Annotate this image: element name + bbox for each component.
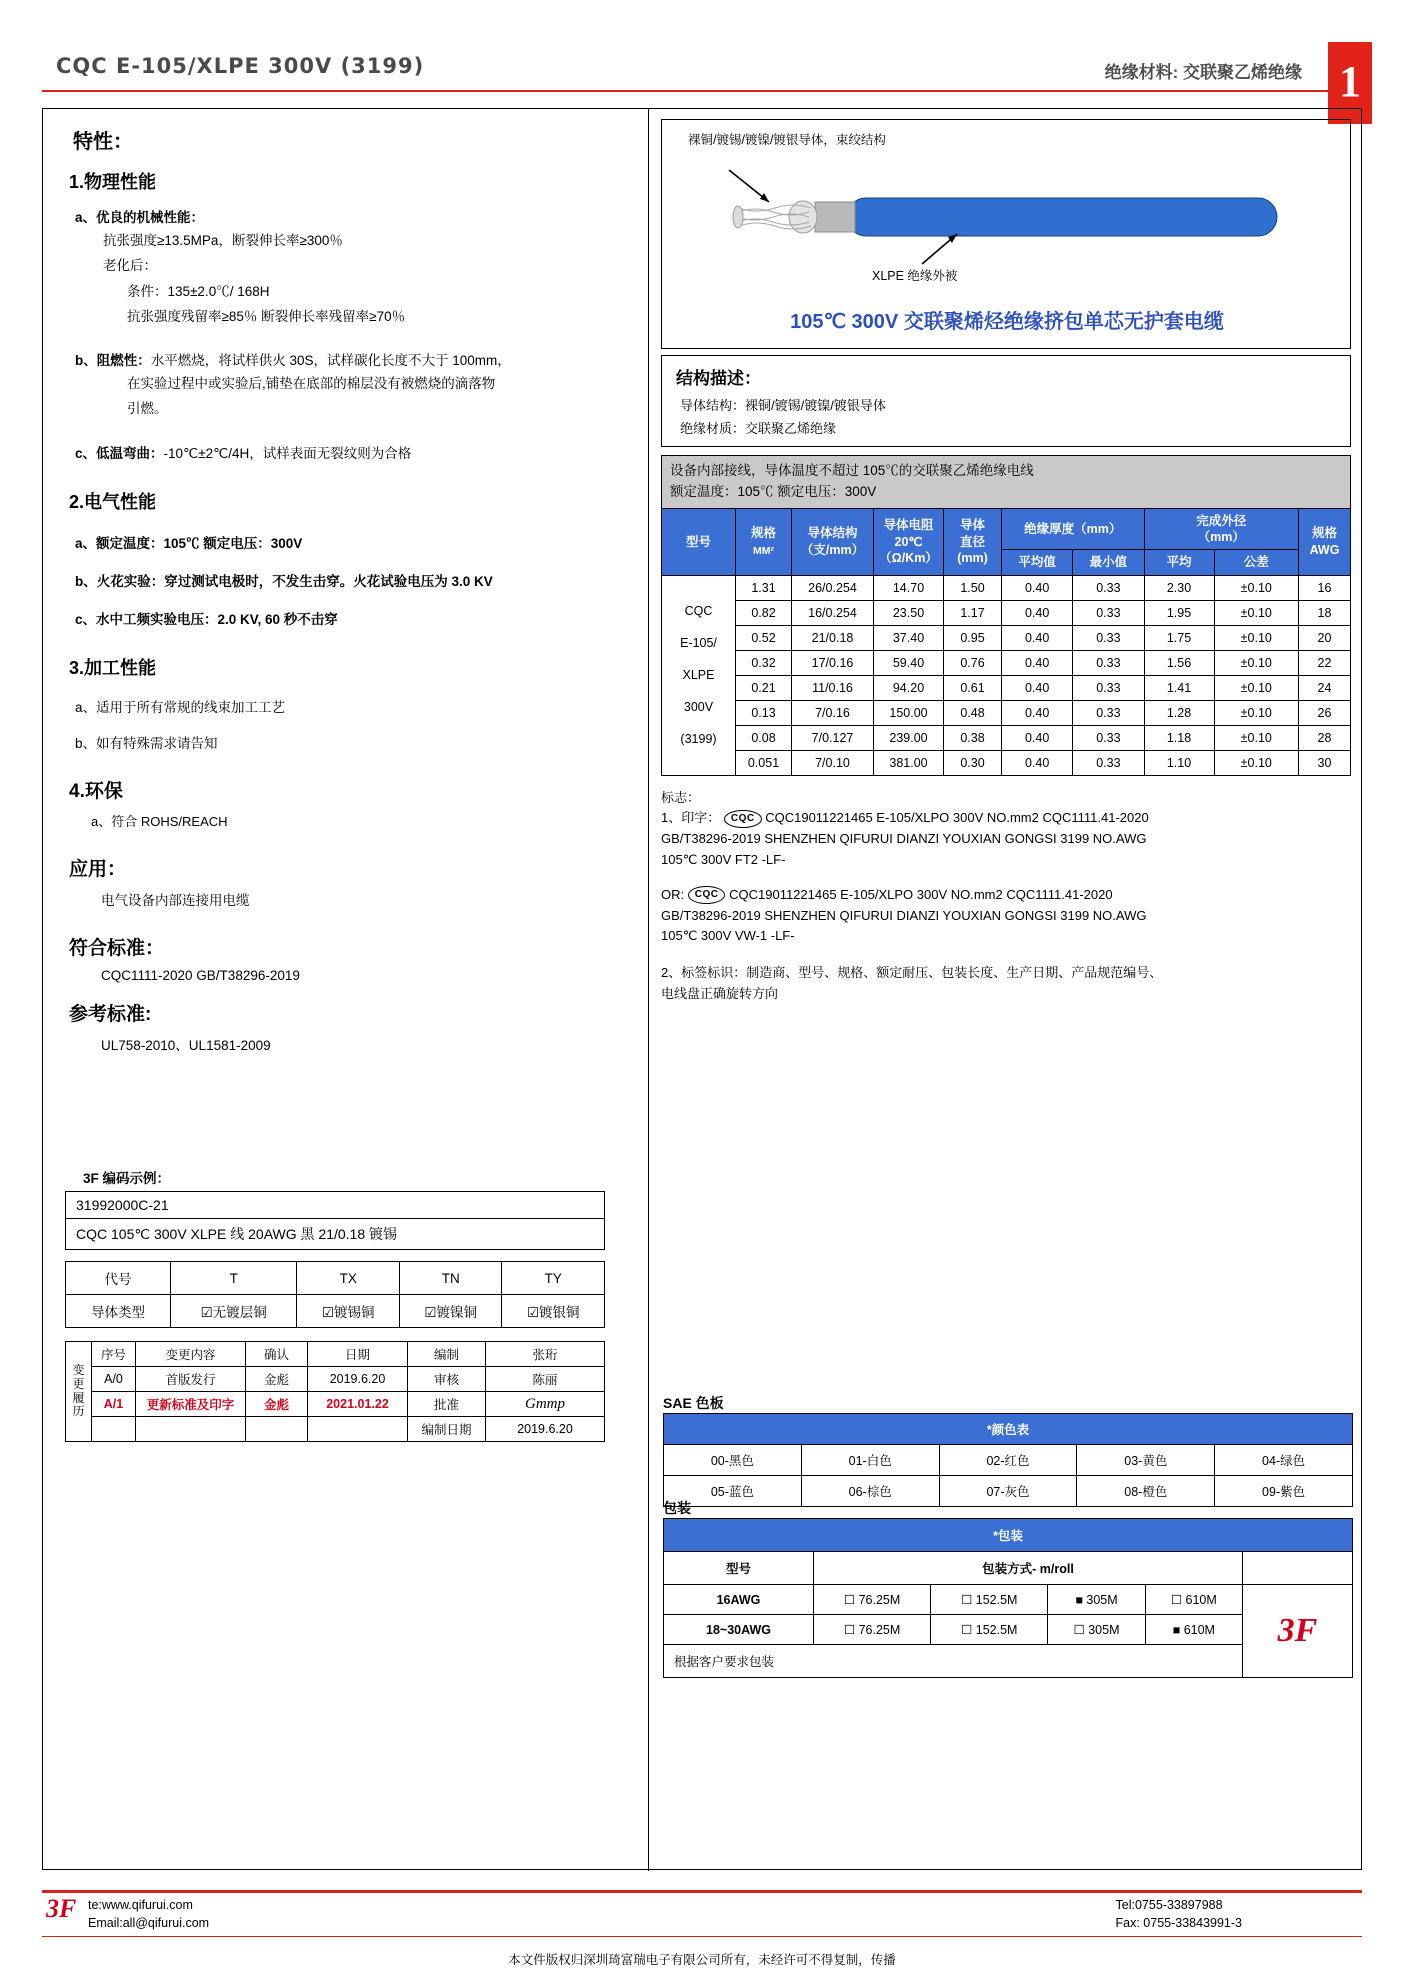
sae-r1-c1: 06-棕色 xyxy=(801,1476,939,1507)
electrical-b-text: b、火花实验：穿过测试电极时，不发生击穿。火花试验电压为 3.0 KV xyxy=(75,573,493,589)
code-example-line1: 31992000C-21 xyxy=(66,1192,604,1219)
spec-r5-c8: 26 xyxy=(1299,700,1351,725)
marking-2-l3: 105℃ 300V VW-1 -LF- xyxy=(661,928,795,944)
spec-r3-c1: 17/0.16 xyxy=(792,650,874,675)
conductor-type-h4: TY xyxy=(502,1262,605,1295)
physical-b-key: b、阻燃性： xyxy=(75,353,151,368)
reference-text: UL758-2010、UL1581-2009 xyxy=(101,1037,271,1053)
footer-website[interactable]: te:www.qifurui.com xyxy=(88,1898,193,1912)
standards-title: 符合标准： xyxy=(69,937,165,959)
packaging-table xyxy=(663,1518,1353,1678)
footer-contact-right xyxy=(1116,1896,1242,1932)
spec-model-l2: XLPE xyxy=(682,668,715,683)
spec-r6-c0: 0.08 xyxy=(736,725,792,750)
spec-r5-c7: ±0.10 xyxy=(1214,700,1298,725)
footer-logo: 3F xyxy=(46,1894,77,1923)
spec-r1-c2: 23.50 xyxy=(874,600,944,625)
revision-history-table xyxy=(65,1341,605,1442)
marking-1-l3: 105℃ 300V FT2 -LF- xyxy=(661,851,786,867)
packaging-r0-opt3-label: 610M xyxy=(1185,1593,1217,1607)
spec-gray-line2: 额定温度：105℃ 额定电压：300V xyxy=(670,483,877,499)
sae-r1-c3: 08-橙色 xyxy=(1077,1476,1215,1507)
sae-color-table xyxy=(663,1413,1353,1507)
reference-title: 参考标准: xyxy=(69,1003,152,1025)
sae-label: SAE 色板 xyxy=(663,1395,724,1411)
packaging-header-row xyxy=(664,1519,1353,1552)
page-number-badge: 1 xyxy=(1328,42,1372,124)
revision-header-row xyxy=(66,1342,605,1367)
spec-r0-c0: 1.31 xyxy=(736,575,792,600)
packaging-r0-opt0-label: 76.25M xyxy=(858,1593,901,1607)
packaging-r1-opt3[interactable]: ■ 610M xyxy=(1145,1615,1242,1645)
spec-r4-c2: 94.20 xyxy=(874,675,944,700)
spec-gray-header xyxy=(661,455,1351,508)
spec-h-od-avg: 平均 xyxy=(1144,550,1214,575)
spec-r5-c1: 7/0.16 xyxy=(792,700,874,725)
revision-r2-c0 xyxy=(92,1417,136,1442)
spec-r5-c4: 0.40 xyxy=(1002,700,1073,725)
table-row xyxy=(662,700,1351,725)
spec-r0-c1: 26/0.254 xyxy=(792,575,874,600)
spec-r7-c7: ±0.10 xyxy=(1214,750,1298,775)
header-product-code: CQC E-105/XLPE 300V (3199) xyxy=(56,54,425,78)
physical-b-line3: 引燃。 xyxy=(127,401,168,417)
spec-r4-c6: 1.41 xyxy=(1144,675,1214,700)
sae-r0-c0: 00-黑色 xyxy=(664,1445,802,1476)
right-column xyxy=(649,109,1362,1871)
footer-top-rule xyxy=(42,1890,1362,1893)
spec-r1-c3: 1.17 xyxy=(944,600,1002,625)
conductor-type-checkbox-t[interactable]: ☑无镀层铜 xyxy=(170,1295,297,1328)
spec-model-l4: (3199) xyxy=(680,732,717,747)
footer-email[interactable]: Email:all@qifurui.com xyxy=(88,1916,210,1931)
spec-r2-c2: 37.40 xyxy=(874,625,944,650)
sae-r0-c1: 01-白色 xyxy=(801,1445,939,1476)
conductor-type-h0: 代号 xyxy=(66,1262,171,1295)
spec-r0-c4: 0.40 xyxy=(1002,575,1073,600)
revision-vertical-label: 变 更 履 历 xyxy=(66,1342,92,1442)
electrical-a xyxy=(75,532,630,552)
spec-r5-c2: 150.00 xyxy=(874,700,944,725)
packaging-r1-opt2-label: 305M xyxy=(1088,1623,1120,1637)
packaging-r1-opt1-label: 152.5M xyxy=(975,1623,1018,1637)
processing-b: b、如有特殊需求请告知 xyxy=(75,735,218,751)
spec-r7-c8: 30 xyxy=(1299,750,1351,775)
revision-r0-c1: 首版发行 xyxy=(136,1367,246,1392)
footer-tel: Tel:0755-33897988 xyxy=(1115,1898,1223,1912)
packaging-r0-model: 16AWG xyxy=(664,1585,814,1615)
revision-r1-c2: 金彪 xyxy=(246,1392,308,1417)
revision-r2-c1 xyxy=(136,1417,246,1442)
physical-a-label: a、优良的机械性能： xyxy=(75,210,205,225)
spec-h-od-tol: 公差 xyxy=(1214,550,1298,575)
packaging-r1-opt0-label: 76.25M xyxy=(858,1623,901,1637)
footer-contact-left xyxy=(88,1896,209,1932)
spec-r2-c8: 20 xyxy=(1299,625,1351,650)
spec-r1-c8: 18 xyxy=(1299,600,1351,625)
table-row xyxy=(662,650,1351,675)
packaging-col-model: 型号 xyxy=(664,1552,814,1585)
table-row xyxy=(662,625,1351,650)
spec-r5-c5: 0.33 xyxy=(1073,700,1144,725)
table-row xyxy=(662,600,1351,625)
spec-r2-c3: 0.95 xyxy=(944,625,1002,650)
revision-r2-c4: 编制日期 xyxy=(408,1417,486,1442)
packaging-r0-opt2-label: 305M xyxy=(1086,1592,1118,1607)
conductor-type-value-row xyxy=(66,1295,605,1328)
spec-r2-c5: 0.33 xyxy=(1073,625,1144,650)
spec-r4-c3: 0.61 xyxy=(944,675,1002,700)
packaging-brand-logo xyxy=(1243,1585,1353,1678)
conductor-type-checkbox-tx[interactable]: ☑镀锡铜 xyxy=(297,1295,400,1328)
code-example-box xyxy=(65,1191,605,1250)
revision-r2-c2 xyxy=(246,1417,308,1442)
revision-h0: 序号 xyxy=(92,1342,136,1367)
structure-description-box xyxy=(661,355,1351,447)
revision-r1-c1: 更新标准及印字 xyxy=(136,1392,246,1417)
spec-r5-c6: 1.28 xyxy=(1144,700,1214,725)
packaging-r0-opt1-label: 152.5M xyxy=(975,1593,1018,1607)
revision-h3: 日期 xyxy=(308,1342,408,1367)
packaging-subheader-row xyxy=(664,1552,1353,1585)
packaging-title: *包装 xyxy=(664,1519,1353,1552)
physical-c-key: c、低温弯曲： xyxy=(75,445,164,461)
eco-a: a、符合 ROHS/REACH xyxy=(91,813,228,829)
spec-r4-c8: 24 xyxy=(1299,675,1351,700)
conductor-type-table xyxy=(65,1261,605,1328)
electrical-c-text: c、水中工频实验电压：2.0 KV, 60 秒不击穿 xyxy=(75,611,338,627)
spec-r3-c7: ±0.10 xyxy=(1214,650,1298,675)
spec-h-size xyxy=(736,508,792,575)
spec-r0-c8: 16 xyxy=(1299,575,1351,600)
marking-title: 标志： xyxy=(661,789,701,805)
physical-b-label xyxy=(75,349,630,369)
spec-r7-c0: 0.051 xyxy=(736,750,792,775)
marking-section xyxy=(661,788,1351,1005)
spec-r6-c8: 28 xyxy=(1299,725,1351,750)
spec-model-l1: E-105/ xyxy=(680,636,717,651)
spec-r7-c5: 0.33 xyxy=(1073,750,1144,775)
packaging-r1-model: 18~30AWG xyxy=(664,1615,814,1645)
sae-r1-c2: 07-灰色 xyxy=(939,1476,1077,1507)
spec-r7-c3: 0.30 xyxy=(944,750,1002,775)
marking-2-l2: GB/T38296-2019 SHENZHEN QIFURUI DIANZI YOUXIAN GONGSI 3199 NO.AWG xyxy=(661,907,1147,923)
page-header xyxy=(42,52,1362,106)
conductor-type-checkbox-tn[interactable]: ☑镀镍铜 xyxy=(399,1295,502,1328)
conductor-type-h3: TN xyxy=(399,1262,502,1295)
cable-caption-conductor: 裸铜/镀锡/镀镍/镀银导体，束绞结构 xyxy=(688,133,886,147)
code-example-title: 3F 编码示例： xyxy=(83,1171,171,1186)
structure-title: 结构描述： xyxy=(676,369,761,388)
spec-model-l0: CQC xyxy=(684,604,713,619)
sae-r1-c4: 09-紫色 xyxy=(1215,1476,1353,1507)
spec-r7-c4: 0.40 xyxy=(1002,750,1073,775)
cable-diagram-box xyxy=(661,119,1351,349)
spec-r2-c7: ±0.10 xyxy=(1214,625,1298,650)
marking-1-l1: CQC19011221465 E-105/XLPO 300V NO.mm2 CQC1111.41-2020 xyxy=(765,810,1149,826)
spec-r3-c0: 0.32 xyxy=(736,650,792,675)
spec-h-struct: 导体结构 （支/mm） xyxy=(792,508,874,575)
marking-line-1 xyxy=(661,808,1351,829)
spec-r1-c6: 1.95 xyxy=(1144,600,1214,625)
marking-2-lead: OR: xyxy=(661,886,685,902)
physical-c xyxy=(75,442,630,462)
spec-r1-c4: 0.40 xyxy=(1002,600,1073,625)
section-eco-title: 4.环保 xyxy=(69,780,123,802)
packaging-col-method: 包装方式- m/roll xyxy=(814,1552,1243,1585)
spec-r3-c6: 1.56 xyxy=(1144,650,1214,675)
physical-b-line2: 在实验过程中或实验后,铺垫在底部的棉层没有被燃烧的滴落物 xyxy=(127,376,496,391)
spec-r1-c1: 16/0.254 xyxy=(792,600,874,625)
cqc-badge-icon: CQC xyxy=(724,810,762,828)
spec-r3-c2: 59.40 xyxy=(874,650,944,675)
revision-r0-c3: 2019.6.20 xyxy=(308,1367,408,1392)
conductor-type-h2: TX xyxy=(297,1262,400,1295)
spec-r2-c6: 1.75 xyxy=(1144,625,1214,650)
brand-logo-text: 3F xyxy=(1277,1612,1318,1649)
revision-r1-c3: 2021.01.22 xyxy=(308,1392,408,1417)
cable-caption-insulation: XLPE 绝缘外被 xyxy=(872,269,958,283)
spec-h-resistance: 导体电阻 20℃ （Ω/Km） xyxy=(874,508,944,575)
header-material: 绝缘材料: 交联聚乙烯绝缘 xyxy=(1104,63,1302,82)
revision-r0-c4: 审核 xyxy=(408,1367,486,1392)
electrical-a-text: a、额定温度：105℃ 额定电压：300V xyxy=(75,535,303,551)
spec-model-l3: 300V xyxy=(683,700,714,715)
spec-r6-c3: 0.38 xyxy=(944,725,1002,750)
spec-r4-c4: 0.40 xyxy=(1002,675,1073,700)
left-column xyxy=(43,109,648,1871)
revision-r0-c5: 陈丽 xyxy=(486,1367,605,1392)
conductor-type-checkbox-ty[interactable]: ☑镀银铜 xyxy=(502,1295,605,1328)
spec-r4-c5: 0.33 xyxy=(1073,675,1144,700)
marking-3-l1: 2、标签标识：制造商、型号、规格、额定耐压、包装长度、生产日期、产品规范编号、 xyxy=(661,965,1163,981)
packaging-r0-opt0[interactable]: ☐ 76.25M xyxy=(814,1585,931,1615)
spec-r0-c7: ±0.10 xyxy=(1214,575,1298,600)
table-row xyxy=(662,575,1351,600)
spec-r1-c7: ±0.10 xyxy=(1214,600,1298,625)
packaging-r0-opt2[interactable]: ■ 305M xyxy=(1048,1585,1145,1615)
packaging-r1-opt1[interactable]: ☐ 152.5M xyxy=(931,1615,1048,1645)
revision-r2-c3 xyxy=(308,1417,408,1442)
packaging-r0-opt3[interactable]: ☐ 610M xyxy=(1145,1585,1242,1615)
revision-h2: 确认 xyxy=(246,1342,308,1367)
characteristics-title: 特性： xyxy=(73,131,133,153)
spec-gray-line1: 设备内部接线，导体温度不超过 105℃的交联聚乙烯绝缘电线 xyxy=(670,463,1034,478)
spec-r2-c1: 21/0.18 xyxy=(792,625,874,650)
spec-r4-c1: 11/0.16 xyxy=(792,675,874,700)
conductor-type-h1: T xyxy=(170,1262,297,1295)
table-row xyxy=(662,675,1351,700)
revision-r1-c0: A/1 xyxy=(92,1392,136,1417)
revision-h5: 张珩 xyxy=(486,1342,605,1367)
cable-illustration xyxy=(707,168,1307,298)
processing-a: a、适用于所有常规的线束加工工艺 xyxy=(75,699,286,715)
marking-line-2 xyxy=(661,885,1351,906)
spec-r3-c5: 0.33 xyxy=(1073,650,1144,675)
spec-r0-c2: 14.70 xyxy=(874,575,944,600)
sae-r0-c2: 02-红色 xyxy=(939,1445,1077,1476)
spec-r6-c5: 0.33 xyxy=(1073,725,1144,750)
revision-r1-c4: 批准 xyxy=(408,1392,486,1417)
marking-1-lead: 1、印字： xyxy=(661,810,721,826)
sae-title: *颜色表 xyxy=(664,1414,1353,1445)
spec-r1-c5: 0.33 xyxy=(1073,600,1144,625)
table-row xyxy=(66,1417,605,1442)
structure-conductor: 导体结构：裸铜/镀锡/镀镍/镀银导体 xyxy=(680,398,886,413)
section-processing-title: 3.加工性能 xyxy=(69,657,157,678)
spec-h-ins-avg: 平均值 xyxy=(1002,550,1073,575)
physical-a-line3: 条件：135±2.0℃/ 168H xyxy=(127,283,270,299)
standards-text: CQC1111-2020 GB/T38296-2019 xyxy=(101,967,300,983)
cqc-badge-icon-2: CQC xyxy=(688,886,726,904)
spec-h-awg: 规格 AWG xyxy=(1299,508,1351,575)
section-electrical-title: 2.电气性能 xyxy=(69,491,157,512)
structure-insulation: 绝缘材质：交联聚乙烯绝缘 xyxy=(680,421,837,436)
spec-r1-c0: 0.82 xyxy=(736,600,792,625)
electrical-c xyxy=(75,608,630,628)
spec-r4-c0: 0.21 xyxy=(736,675,792,700)
spec-r6-c1: 7/0.127 xyxy=(792,725,874,750)
marking-1-l2: GB/T38296-2019 SHENZHEN QIFURUI DIANZI YOUXIAN GONGSI 3199 NO.AWG xyxy=(661,831,1147,847)
sae-header-row xyxy=(664,1414,1353,1445)
revision-r0-c0: A/0 xyxy=(92,1367,136,1392)
physical-a-line1: 抗张强度≥13.5MPa，断裂伸长率≥300％ xyxy=(103,233,343,248)
spec-r3-c4: 0.40 xyxy=(1002,650,1073,675)
section-physical-title: 1.物理性能 xyxy=(69,172,157,192)
spec-r7-c6: 1.10 xyxy=(1144,750,1214,775)
spec-r0-c6: 2.30 xyxy=(1144,575,1214,600)
cable-title: 105℃ 300V 交联聚烯烃绝缘挤包单芯无护套电缆 xyxy=(790,311,1224,333)
table-row xyxy=(664,1476,1353,1507)
packaging-r1-opt2[interactable]: ☐ 305M xyxy=(1048,1615,1145,1645)
content-frame xyxy=(42,108,1362,1870)
footer-fax: Fax: 0755-33843991-3 xyxy=(1115,1916,1242,1931)
spec-r7-c2: 381.00 xyxy=(874,750,944,775)
footer-bottom-rule xyxy=(42,1936,1362,1937)
spec-h-size-unit: MM² xyxy=(753,544,774,557)
table-row xyxy=(66,1392,605,1417)
spec-r7-c1: 7/0.10 xyxy=(792,750,874,775)
spec-h-ins-min: 最小值 xyxy=(1073,550,1144,575)
spec-header-row-1 xyxy=(662,508,1351,550)
spec-h-diameter: 导体 直径 (mm) xyxy=(944,508,1002,575)
page-footer xyxy=(42,1890,1362,1967)
sae-r0-c3: 03-黄色 xyxy=(1077,1445,1215,1476)
marking-2-l1: CQC19011221465 E-105/XLPO 300V NO.mm2 CQC1111.41-2020 xyxy=(729,886,1113,902)
packaging-logo-cell xyxy=(1243,1552,1353,1585)
revision-h4: 编制 xyxy=(408,1342,486,1367)
table-row xyxy=(662,750,1351,775)
packaging-r1-opt0[interactable]: ☐ 76.25M xyxy=(814,1615,931,1645)
spec-r2-c4: 0.40 xyxy=(1002,625,1073,650)
spec-r3-c3: 0.76 xyxy=(944,650,1002,675)
spec-r5-c0: 0.13 xyxy=(736,700,792,725)
application-text: 电气设备内部连接用电缆 xyxy=(101,892,250,908)
physical-c-text: -10℃±2℃/4H，试样表面无裂纹则为合格 xyxy=(163,445,412,461)
spec-r5-c3: 0.48 xyxy=(944,700,1002,725)
table-row xyxy=(66,1367,605,1392)
spec-r6-c2: 239.00 xyxy=(874,725,944,750)
spec-h-od: 完成外径 （mm） xyxy=(1144,508,1298,550)
packaging-r1-opt3-label: 610M xyxy=(1183,1622,1215,1637)
packaging-r0-opt1[interactable]: ☐ 152.5M xyxy=(931,1585,1048,1615)
spec-h-insulation: 绝缘厚度（mm） xyxy=(1002,508,1145,550)
spec-r0-c3: 1.50 xyxy=(944,575,1002,600)
physical-a-line4: 抗张强度残留率≥85％ 断裂伸长率残留率≥70％ xyxy=(127,308,406,324)
application-title: 应用： xyxy=(69,858,127,880)
spec-r6-c7: ±0.10 xyxy=(1214,725,1298,750)
physical-a-line2: 老化后： xyxy=(103,258,157,274)
physical-b-line1: 水平燃烧，将试样供火 30S，试样碳化长度不大于 100mm， xyxy=(150,353,511,368)
revision-h1: 变更内容 xyxy=(136,1342,246,1367)
approval-signature: Gmmp xyxy=(486,1392,605,1417)
spec-r4-c7: ±0.10 xyxy=(1214,675,1298,700)
spec-model-cell xyxy=(662,575,736,775)
code-example-line2: CQC 105℃ 300V XLPE 线 20AWG 黑 21/0.18 镀锡 xyxy=(76,1226,398,1242)
conductor-type-header-row xyxy=(66,1262,605,1295)
spec-h-size-text: 规格 xyxy=(750,526,776,541)
marking-3-l2: 电线盘正确旋转方向 xyxy=(661,985,779,1001)
revision-r2-c5: 2019.6.20 xyxy=(486,1417,605,1442)
spec-r3-c8: 22 xyxy=(1299,650,1351,675)
packaging-label: 包装 xyxy=(663,1500,691,1516)
packaging-note: 根据客户要求包装 xyxy=(664,1645,1243,1678)
spec-r2-c0: 0.52 xyxy=(736,625,792,650)
spec-r6-c4: 0.40 xyxy=(1002,725,1073,750)
sae-r1-c0: 05-蓝色 xyxy=(664,1476,802,1507)
table-row xyxy=(664,1585,1353,1615)
revision-r0-c2: 金彪 xyxy=(246,1367,308,1392)
electrical-b xyxy=(75,570,630,590)
conductor-type-row-label: 导体类型 xyxy=(66,1295,171,1328)
spec-r0-c5: 0.33 xyxy=(1073,575,1144,600)
sae-r0-c4: 04-绿色 xyxy=(1215,1445,1353,1476)
spec-h-model: 型号 xyxy=(662,508,736,575)
table-row xyxy=(664,1445,1353,1476)
spec-r6-c6: 1.18 xyxy=(1144,725,1214,750)
footer-copyright: 本文件版权归深圳琦富瑞电子有限公司所有，未经许可不得复制，传播 xyxy=(508,1953,896,1967)
specification-table xyxy=(661,508,1351,776)
table-row xyxy=(662,725,1351,750)
